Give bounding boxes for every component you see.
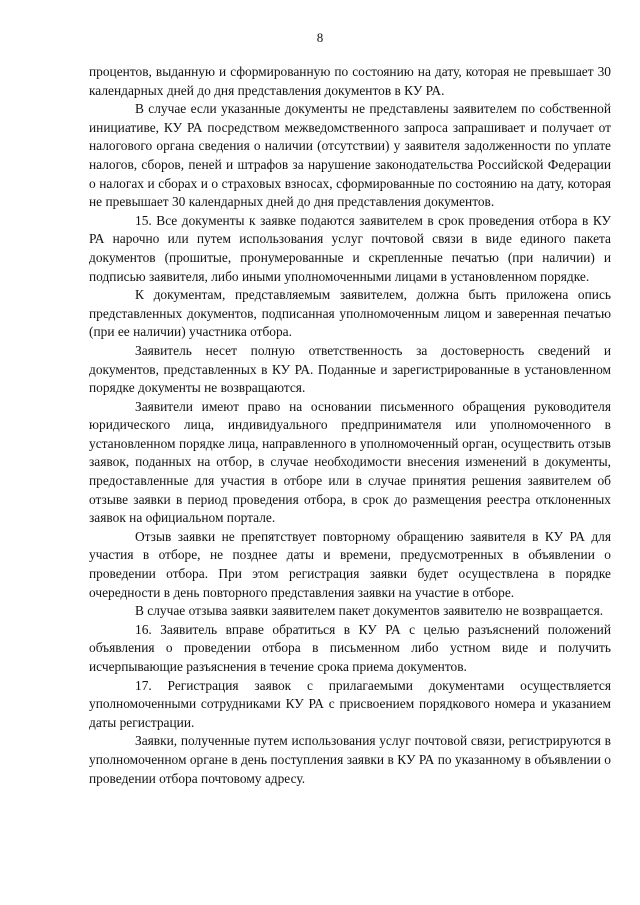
document-body [89,63,611,788]
paragraph-continuation: процентов, выданную и сформированную по состоянию на дату, которая не превышает 30 календарных дней до дня представления документов в КУ РА. [89,64,611,98]
paragraph-17-registration: 17. Регистрация заявок с прилагаемыми документами осуществляется уполномоченными сотрудниками КУ РА с присвоением порядкового номера и указанием даты регистрации. [89,677,611,730]
paragraph-withdrawal-right: Заявители имеют право на основании письменного обращения руководителя юридического лица, индивидуального предпринимателя или уполномоченного в установленном порядке лица, направленного в уполномоченный орган, осуществить отзыв заявок, поданных на отбор, в случае необходимости внесения изменений в документы, предоставленные для участия в отборе или в случае принятия решения заявителем об отзыве заявки в период проведения отбора, в срок до размещения реестра отклоненных заявок на официальном портале. [89,398,611,526]
paragraph-repeat-application: Отзыв заявки не препятствует повторному обращению заявителя в КУ РА для участия в отборе, не позднее даты и времени, предусмотренных в объявлении о проведении отбора. При этом регистрация заявки будет осуществлена в порядке очередности в день повторного представления заявки на участие в отборе. [89,528,611,600]
paragraph-15-submission: 15. Все документы к заявке подаются заявителем в срок проведения отбора в КУ РА нарочно или путем использования услуг почтовой связи в виде единого пакета документов (прошитые, пронумерованные и скрепленные печатью (при наличии) и подписью заявителя, либо иными уполномоченными лицами в установленном порядке. [89,212,611,284]
paragraph-tax-request: В случае если указанные документы не представлены заявителем по собственной инициативе, КУ РА посредством межведомственного запроса запрашивает и получает от налогового органа сведения о наличии (отсутствии) у заявителя задолженности по уплате налогов, сборов, пеней и штрафов за нарушение законодательства Российской Федерации о налогах и сборах и о страховых взносах, сформированные по состоянию на дату, которая не превышает 30 календарных дней до дня представления документов. [89,101,611,210]
paragraph-document-inventory: К документам, представляемым заявителем, должна быть приложена опись представленных документов, подписанная уполномоченным лицом и заверенная печатью (при ее наличии) участника отбора. [89,287,611,340]
paragraph-postal-registration: Заявки, полученные путем использования услуг почтовой связи, регистрируются в уполномоченном органе в день поступления заявки в КУ РА по указанному в объявлении о проведении отбора почтовому адресу. [89,733,611,786]
paragraph-16-clarification: 16. Заявитель вправе обратиться в КУ РА с целью разъяснений положений объявления о проведении отбора в письменном либо устном виде и получить исчерпывающие разъяснения в течение срока приема документов. [89,621,611,674]
page-number: 8 [316,30,324,45]
paragraph-no-return: В случае отзыва заявки заявителем пакет документов заявителю не возвращается. [135,603,604,619]
paragraph-responsibility: Заявитель несет полную ответственность за достоверность сведений и документов, представленных в КУ РА. Поданные и зарегистрированные в установленном порядке документы не возвращаются. [89,342,611,396]
